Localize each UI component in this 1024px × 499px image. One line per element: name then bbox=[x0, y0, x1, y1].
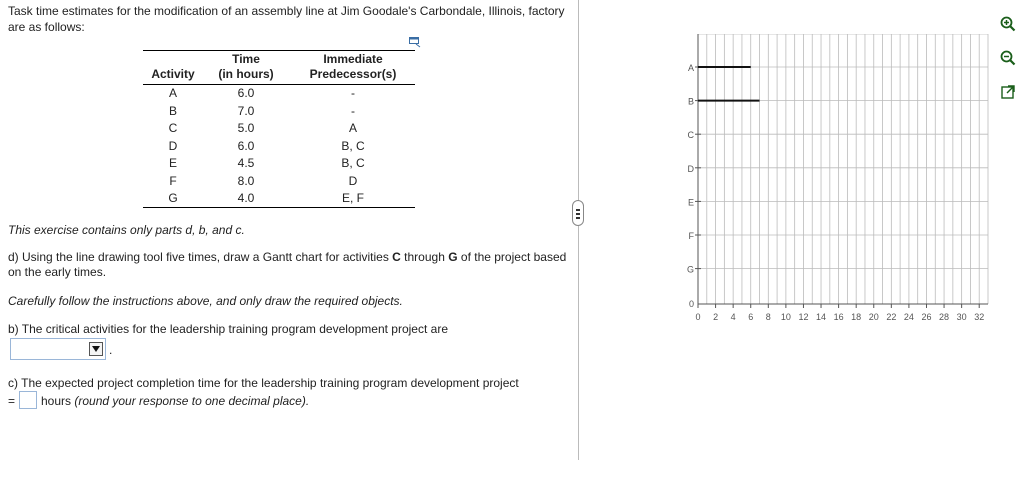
origin-label: 0 bbox=[688, 299, 694, 309]
equals-sign: = bbox=[8, 394, 16, 408]
cell-time: 6.0 bbox=[237, 138, 255, 153]
panel-resize-handle[interactable] bbox=[572, 200, 584, 226]
cell-pred: B, C bbox=[341, 156, 365, 170]
x-tick-label: 10 bbox=[780, 312, 791, 322]
part-d-suffix: of the project based on the early times. bbox=[8, 250, 567, 279]
cell-pred: B, C bbox=[341, 138, 365, 153]
header-pred-2: Predecessor(s) bbox=[309, 67, 397, 81]
cell-pred: D bbox=[348, 173, 358, 188]
activity-label: C bbox=[687, 130, 694, 141]
part-c-units bbox=[41, 394, 541, 409]
careful-note: Carefully follow the instructions above, and only draw the required objects. bbox=[8, 294, 403, 308]
cell-activity: C bbox=[168, 121, 178, 135]
cell-pred: - bbox=[351, 86, 355, 100]
table-top-rule bbox=[143, 50, 415, 51]
part-b-question: b) The critical activities for the leadership training program development project are bbox=[8, 322, 448, 336]
header-activity: Activity bbox=[151, 67, 195, 81]
x-tick-label: 12 bbox=[798, 312, 809, 322]
activity-label: D bbox=[687, 163, 694, 174]
intro-text: Task time estimates for the modification of an assembly line at Jim Goodale's Carbondale, Illinois, factory are as follows: bbox=[8, 4, 565, 34]
part-d-bold-c: C bbox=[392, 250, 401, 264]
table-bottom-rule bbox=[143, 207, 415, 208]
cell-pred: E, F bbox=[341, 191, 364, 205]
x-tick-label: 0 bbox=[695, 312, 701, 322]
header-time-2: (in hours) bbox=[218, 67, 274, 81]
gantt-chart[interactable] bbox=[680, 34, 990, 324]
part-c-question: c) The expected project completion time for the leadership training program development project bbox=[8, 376, 519, 390]
open-external-icon[interactable] bbox=[998, 82, 1018, 102]
panel-divider[interactable] bbox=[578, 0, 579, 460]
part-d-mid: through bbox=[400, 250, 449, 264]
hours-label: hours bbox=[41, 394, 75, 408]
x-tick-label: 24 bbox=[903, 312, 914, 322]
x-tick-label: 28 bbox=[939, 312, 950, 322]
cell-time: 6.0 bbox=[237, 86, 255, 100]
zoom-in-icon[interactable] bbox=[998, 14, 1018, 34]
x-tick-label: 6 bbox=[748, 312, 754, 322]
x-tick-label: 14 bbox=[816, 312, 827, 322]
cell-pred: - bbox=[351, 103, 355, 118]
cell-activity: D bbox=[168, 138, 178, 153]
part-d-prefix: d) Using the line drawing tool five times, draw a Gantt chart for activities bbox=[8, 250, 393, 264]
dropdown-arrow-icon[interactable] bbox=[89, 342, 103, 356]
copy-table-icon[interactable] bbox=[409, 36, 421, 48]
cell-activity: A bbox=[168, 86, 177, 100]
activity-label: B bbox=[687, 96, 694, 107]
header-pred-1: Immediate bbox=[323, 52, 383, 66]
x-tick-label: 20 bbox=[868, 312, 879, 322]
cell-time: 8.0 bbox=[237, 173, 255, 188]
critical-activities-select[interactable] bbox=[10, 338, 106, 360]
cell-activity: B bbox=[168, 103, 177, 118]
activity-label: G bbox=[686, 264, 694, 275]
cell-time: 7.0 bbox=[237, 103, 255, 118]
x-tick-label: 18 bbox=[851, 312, 862, 322]
activity-label: E bbox=[687, 197, 694, 208]
x-tick-label: 30 bbox=[956, 312, 967, 322]
zoom-out-icon[interactable] bbox=[998, 48, 1018, 68]
x-tick-label: 8 bbox=[765, 312, 771, 322]
cell-activity: E bbox=[168, 156, 177, 170]
activity-label: F bbox=[688, 231, 694, 241]
part-d-instructions bbox=[8, 250, 568, 280]
x-tick-label: 4 bbox=[730, 312, 736, 322]
header-time-1: Time bbox=[232, 52, 260, 66]
activity-label: A bbox=[687, 63, 694, 73]
sentence-period: . bbox=[109, 343, 113, 357]
x-tick-label: 2 bbox=[713, 312, 719, 322]
x-tick-label: 26 bbox=[921, 312, 932, 322]
rounding-note: (round your response to one decimal place). bbox=[74, 394, 310, 408]
cell-activity: F bbox=[169, 173, 177, 188]
cell-activity: G bbox=[168, 191, 178, 205]
cell-time: 5.0 bbox=[237, 121, 255, 135]
x-tick-label: 32 bbox=[974, 312, 985, 322]
x-tick-label: 22 bbox=[886, 312, 897, 322]
exercise-note: This exercise contains only parts d, b, and c. bbox=[8, 223, 245, 237]
x-tick-label: 16 bbox=[833, 312, 844, 322]
part-d-bold-g: G bbox=[448, 250, 458, 264]
completion-time-input[interactable] bbox=[19, 391, 37, 409]
cell-time: 4.5 bbox=[237, 156, 255, 170]
cell-pred: A bbox=[348, 121, 357, 135]
cell-time: 4.0 bbox=[237, 191, 255, 205]
